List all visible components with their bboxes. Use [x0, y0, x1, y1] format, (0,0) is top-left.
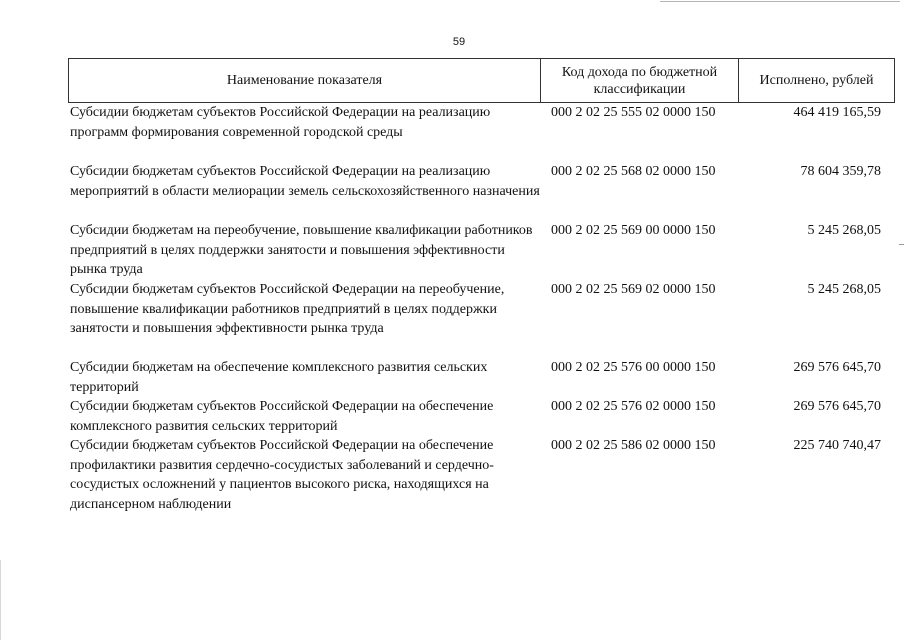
row-indicator-name: Субсидии бюджетам на обеспечение комплексного развития сельских территорий	[70, 360, 488, 395]
row-indicator-name: Субсидии бюджетам субъектов Российской Федерации на обеспечение профилактики развития сердечно-сосудистых заболеваний и сердечно-сосудистых осложнений у пациентов высокого риска, находящихся на диспансерном наблюдении	[70, 438, 494, 512]
row-executed-amount: 5 245 268,05	[807, 282, 881, 297]
header-revenue-code: Код дохода по бюджетной классификации	[541, 59, 739, 102]
header-indicator-name: Наименование показателя	[69, 59, 541, 102]
row-revenue-code: 000 2 02 25 586 02 0000 150	[551, 438, 716, 453]
table-row	[68, 280, 895, 358]
page-number: 59	[452, 36, 466, 48]
row-revenue-code: 000 2 02 25 576 02 0000 150	[551, 399, 716, 414]
row-indicator-name: Субсидии бюджетам на переобучение, повышение квалификации работников предприятий в целях поддержки занятости и повышения эффективности рынка труда	[70, 223, 533, 277]
scan-artifact-edge	[0, 560, 4, 640]
row-executed-amount: 78 604 359,78	[800, 164, 881, 179]
row-executed-amount: 225 740 740,47	[793, 438, 881, 453]
table-header	[68, 58, 895, 103]
row-revenue-code: 000 2 02 25 576 00 0000 150	[551, 360, 716, 375]
row-indicator-name: Субсидии бюджетам субъектов Российской Федерации на переобучение, повышение квалификации работников предприятий в целях поддержки занятости и повышения эффективности рынка труда	[70, 282, 505, 336]
table-row	[68, 162, 895, 221]
table-row	[68, 436, 895, 514]
header-executed-amount: Исполнено, рублей	[759, 73, 874, 88]
table-row	[68, 397, 895, 436]
row-indicator-name: Субсидии бюджетам субъектов Российской Федерации на реализацию программ формирования современной городской среды	[70, 105, 491, 140]
row-revenue-code: 000 2 02 25 569 00 0000 150	[551, 223, 716, 238]
table-row	[68, 358, 895, 397]
row-executed-amount: 269 576 645,70	[793, 399, 881, 414]
table-row	[68, 221, 895, 280]
row-executed-amount: 269 576 645,70	[793, 360, 881, 375]
scan-artifact-mark	[899, 244, 904, 245]
row-revenue-code: 000 2 02 25 569 02 0000 150	[551, 282, 716, 297]
row-indicator-name: Субсидии бюджетам субъектов Российской Федерации на обеспечение комплексного развития сельских территорий	[70, 399, 494, 434]
table-row	[68, 103, 895, 162]
row-indicator-name: Субсидии бюджетам субъектов Российской Федерации на реализацию мероприятий в области мелиорации земель сельскохозяйственного назначения	[70, 164, 540, 199]
revenue-table	[68, 58, 895, 514]
row-executed-amount: 5 245 268,05	[807, 223, 881, 238]
row-revenue-code: 000 2 02 25 555 02 0000 150	[551, 105, 716, 120]
row-executed-amount: 464 419 165,59	[793, 105, 881, 120]
scan-artifact-line	[660, 1, 900, 2]
row-revenue-code: 000 2 02 25 568 02 0000 150	[551, 164, 716, 179]
